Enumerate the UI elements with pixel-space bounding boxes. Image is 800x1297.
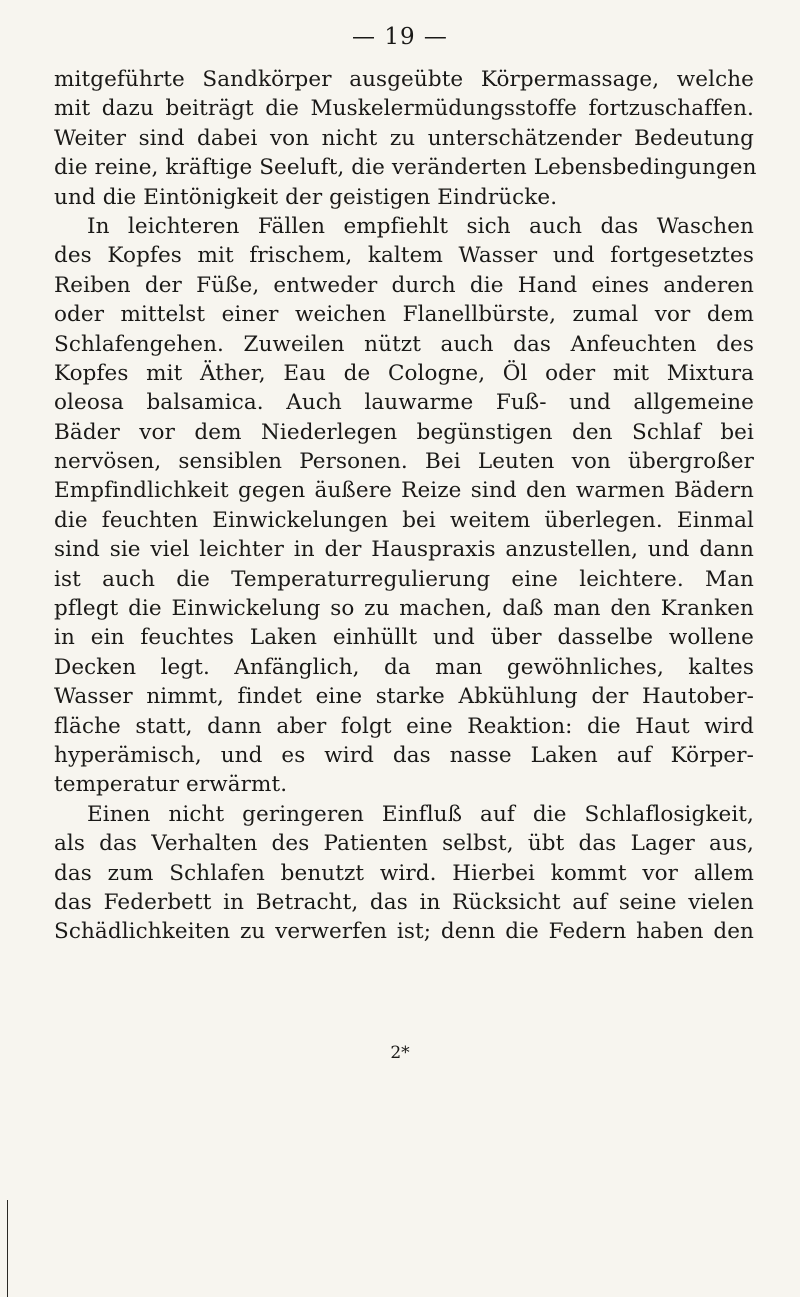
text-line: die feuchten Einwickelungen bei weitem überlegen. Einmal [54,507,754,533]
text-line: oleosa balsamica. Auch lauwarme Fuß- und allgemeine [54,390,754,416]
text-line: pflegt die Einwickelung so zu machen, daß man den Kranken [54,596,754,622]
text-line: In leichteren Fällen empfiehlt sich auch das Waschen [87,213,754,239]
page-edge-line [7,1200,8,1297]
signature-mark: 2* [390,1043,410,1063]
text-line: hyperämisch, und es wird das nasse Laken auf Körper- [54,742,754,768]
text-line: und die Eintönigkeit der geistigen Eindrücke. [54,184,558,210]
text-line: temperatur erwärmt. [54,772,288,798]
text-line: als das Verhalten des Patienten selbst, übt das Lager aus, [54,831,754,857]
text-line: Weiter sind dabei von nicht zu unterschätzender Bedeutung [54,125,754,151]
text-line: mitgeführte Sandkörper ausgeübte Körpermassage, welche [54,67,754,92]
text-line: Schädlichkeiten zu verwerfen ist; denn die Federn haben den [54,919,754,945]
body-text [54,65,757,947]
text-line: des Kopfes mit frischem, kaltem Wasser und fortgesetztes [54,243,754,269]
text-line: die reine, kräftige Seeluft, die veränderten Lebensbedingungen [54,155,757,181]
text-line: Einen nicht geringeren Einfluß auf die Schlaflosigkeit, [87,801,754,827]
text-line: Decken legt. Anfänglich, da man gewöhnliches, kaltes [54,654,754,680]
text-line: das Federbett in Betracht, das in Rücksicht auf seine vielen [54,889,754,915]
text-line: Wasser nimmt, findet eine starke Abkühlung der Hautober- [54,684,754,710]
text-line: Reiben der Füße, entweder durch die Hand eines anderen [54,272,754,298]
page-number: — 19 — [352,24,448,50]
text-line: in ein feuchtes Laken einhüllt und über dasselbe wollene [54,625,754,651]
text-line: das zum Schlafen benutzt wird. Hierbei kommt vor allem [54,860,754,886]
text-line: Schlafengehen. Zuweilen nützt auch das Anfeuchten des [54,331,754,357]
text-line: fläche statt, dann aber folgt eine Reaktion: die Haut wird [54,713,754,739]
text-line: sind sie viel leichter in der Hauspraxis anzustellen, und dann [54,537,754,563]
text-line: oder mittelst einer weichen Flanellbürste, zumal vor dem [54,302,754,328]
text-line: Empfindlichkeit gegen äußere Reize sind den warmen Bädern [54,478,754,504]
text-line: Kopfes mit Äther, Eau de Cologne, Öl oder mit Mixtura [54,360,754,386]
text-line: mit dazu beiträgt die Muskelermüdungsstoffe fortzuschaffen. [54,96,754,122]
text-line: nervösen, sensiblen Personen. Bei Leuten von übergroßer [54,449,754,475]
text-line: ist auch die Temperaturregulierung eine leichtere. Man [54,566,754,592]
text-line: Bäder vor dem Niederlegen begünstigen den Schlaf bei [54,419,754,445]
